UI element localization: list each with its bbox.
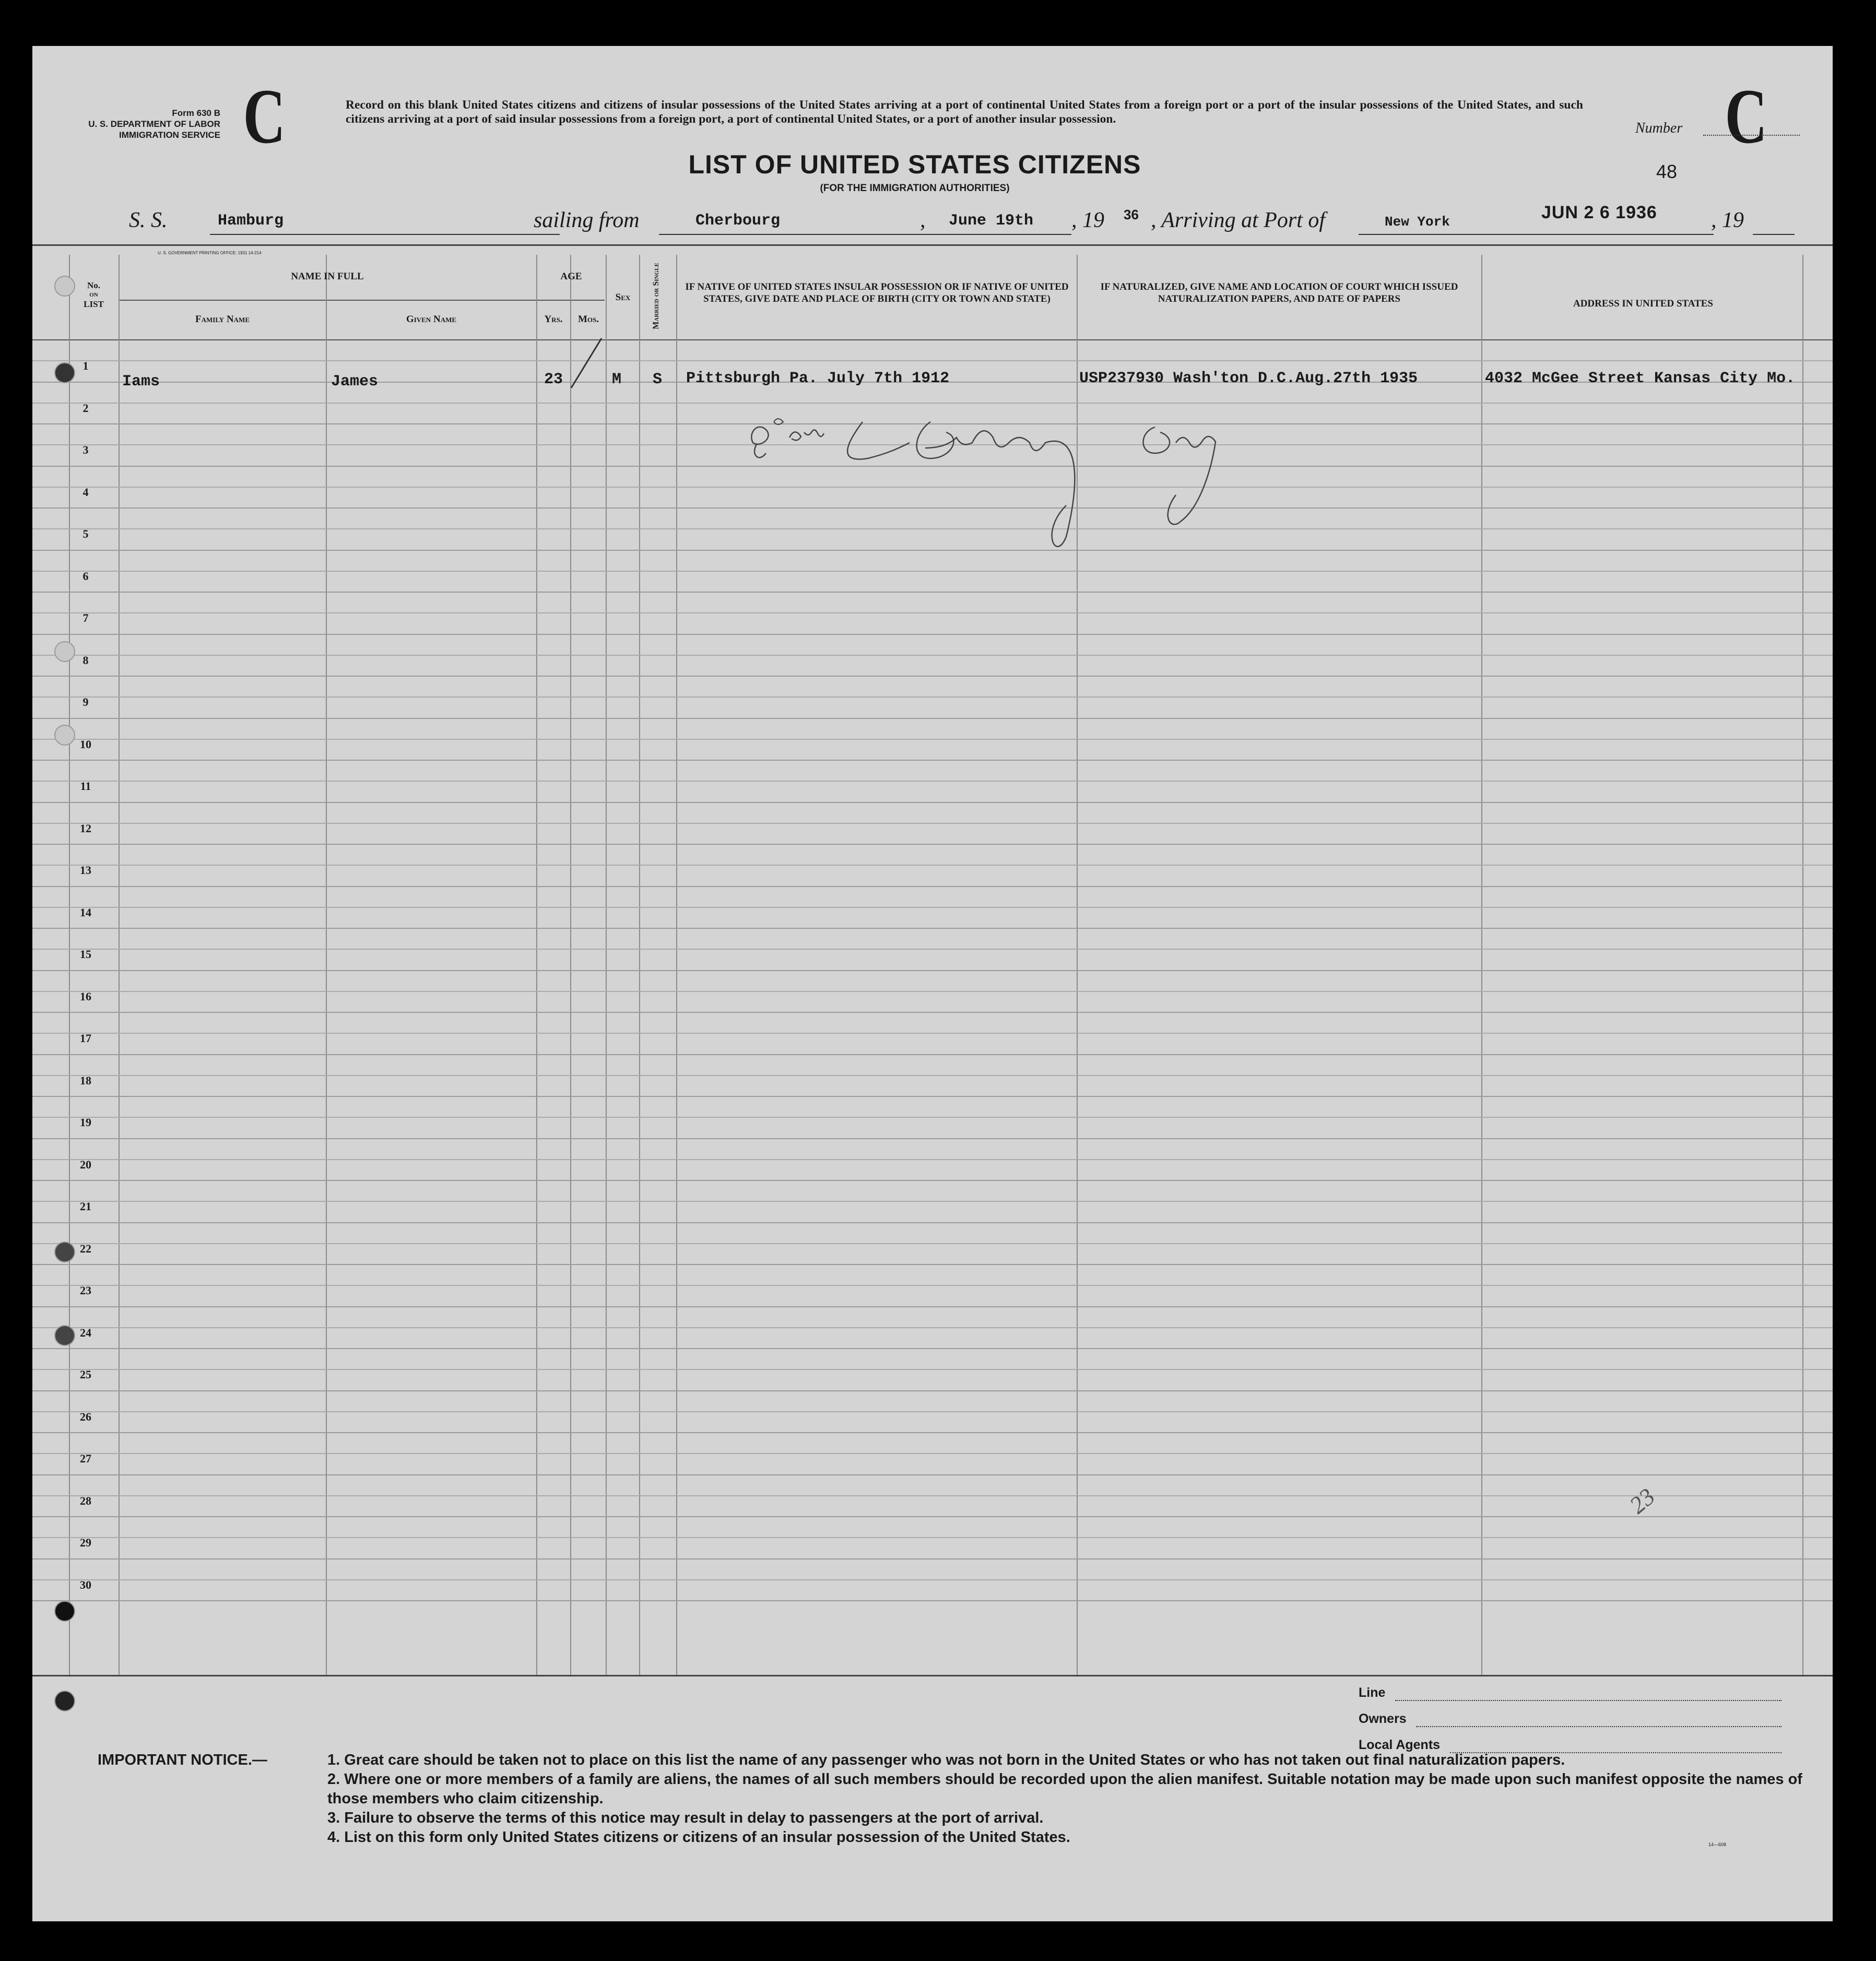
row-number: 11: [80, 779, 91, 793]
row-number: 1: [82, 359, 89, 372]
ruled-line: [32, 1306, 1833, 1307]
ruled-line: [32, 865, 1833, 866]
ruled-line: [32, 592, 1833, 593]
table-top-rule: [32, 244, 1833, 246]
ruled-line: [32, 1180, 1833, 1181]
row-number: 26: [80, 1410, 91, 1423]
ruled-line: [32, 1474, 1833, 1475]
row-number: 2: [82, 401, 89, 415]
year-line: [1753, 234, 1795, 235]
ruled-line: [32, 1558, 1833, 1560]
binding-hole: [54, 1601, 75, 1622]
important-notice: [98, 1751, 1821, 1847]
col-divider: [536, 255, 537, 1675]
ruled-line: [32, 1348, 1833, 1349]
binding-hole: [54, 1691, 75, 1711]
notice-heading: IMPORTANT NOTICE.—: [98, 1752, 267, 1768]
manifest-sheet: [32, 46, 1833, 1921]
ruled-line: [32, 1243, 1833, 1244]
form-info: [64, 108, 220, 140]
row-number: 29: [80, 1536, 91, 1549]
row-number: 20: [80, 1157, 91, 1171]
ruled-line: [32, 1012, 1833, 1013]
ruled-line: [32, 718, 1833, 719]
entry-family-name: Iams: [122, 373, 160, 391]
row-number: 5: [82, 527, 89, 540]
ruled-line: [32, 1516, 1833, 1517]
arrival-port: New York: [1385, 214, 1450, 230]
row-number: 15: [80, 948, 91, 961]
ship-prefix: S. S.: [129, 208, 168, 232]
ruled-line: [32, 760, 1833, 761]
binding-hole: [54, 362, 75, 383]
number-value: 48: [1656, 161, 1678, 182]
binding-hole: [54, 1325, 75, 1346]
col-married-single: Married or Single: [652, 263, 660, 329]
port-line: [1359, 234, 1714, 235]
comma-1: ,: [920, 208, 926, 232]
printing-note: U. S. GOVERNMENT PRINTING OFFICE: 1931 14-214: [158, 251, 262, 255]
col-divider: [570, 255, 571, 1675]
col-divider: [676, 255, 677, 1675]
line-label: Line: [1359, 1685, 1386, 1700]
ruled-line: [32, 781, 1833, 782]
ruled-line: [32, 1138, 1833, 1139]
col-divider: [606, 255, 607, 1675]
ruled-line: [32, 612, 1833, 613]
row-number: 16: [80, 989, 91, 1003]
row-number: 19: [80, 1116, 91, 1129]
ruled-line: [32, 634, 1833, 635]
number-label: Number: [1635, 120, 1683, 136]
header-bottom-rule: [32, 339, 1833, 340]
col-mos: Mos.: [577, 314, 599, 325]
row-number: 9: [82, 695, 89, 708]
ruled-line: [32, 1159, 1833, 1160]
row-number: 10: [80, 737, 91, 751]
col-divider: [1481, 255, 1482, 1675]
arriving-label: , Arriving at Port of: [1151, 208, 1326, 232]
ruled-line: [32, 1285, 1833, 1286]
notice-item-1: 1. Great care should be taken not to place on this list the name of any passenger who was not born in the United States or who has not taken out final naturalization papers.: [327, 1752, 1565, 1768]
binding-hole: [54, 1242, 75, 1262]
col-divider: [639, 255, 640, 1675]
ruled-line: [32, 1600, 1833, 1601]
ruled-line: [32, 823, 1833, 824]
col-birth: IF NATIVE OF UNITED STATES INSULAR POSSESSION OR IF NATIVE OF UNITED STATES, GIVE DATE AND PLACE OF BIRTH (CITY OR TOWN AND STATE): [685, 281, 1069, 304]
ruled-line: [32, 739, 1833, 740]
row-number: 17: [80, 1032, 91, 1045]
service-name: IMMIGRATION SERVICE: [119, 130, 220, 140]
ruled-line: [32, 991, 1833, 992]
col-divider: [1802, 255, 1803, 1675]
row-number: 28: [80, 1494, 91, 1507]
ruled-line: [32, 970, 1833, 971]
instructions-text: Record on this blank United States citizens and citizens of insular possessions of the United States arriving at a port of continental United States from a foreign port or a port of the insular possessions of the United States, and such citizens arriving at a port of said insular possessions from a foreign port, a port of continental United States, or a port of another insular possession.: [346, 98, 1583, 126]
page-subtitle: (FOR THE IMMIGRATION AUTHORITIES): [820, 183, 1010, 194]
binding-hole: [54, 725, 75, 746]
row-number: 6: [82, 569, 89, 583]
age-check-mark: [565, 336, 607, 393]
ruled-line: [32, 1411, 1833, 1412]
local-agents-label: Local Agents: [1359, 1738, 1441, 1752]
entry-age-years: 23: [544, 371, 563, 388]
owners-label: Owners: [1359, 1711, 1407, 1726]
ruled-line: [32, 655, 1833, 656]
col-divider: [119, 255, 120, 1675]
ruled-line: [32, 907, 1833, 908]
row-number: 27: [80, 1452, 91, 1465]
col-sex: Sex: [615, 292, 631, 303]
ruled-line: [32, 802, 1833, 803]
binding-hole: [54, 641, 75, 662]
row-number: 12: [80, 821, 91, 835]
date-line: [938, 234, 1071, 235]
class-letter-left: C: [243, 73, 286, 160]
number-line: [1703, 135, 1800, 136]
ruled-line: [32, 1201, 1833, 1202]
table-bottom-rule: [32, 1675, 1833, 1676]
ruled-line: [32, 676, 1833, 677]
col-family-name: Family Name: [195, 314, 250, 325]
entry-naturalization: USP237930 Wash'ton D.C.Aug.27th 1935: [1079, 370, 1418, 387]
margin-number: 23: [1624, 1483, 1660, 1519]
sailing-date: June 19th: [949, 212, 1034, 230]
row-number: 14: [80, 905, 91, 919]
form-number: Form 630 B: [172, 108, 220, 118]
row-number: 21: [80, 1200, 91, 1213]
col-name-in-full: NAME IN FULL: [291, 271, 364, 282]
department-name: U. S. DEPARTMENT OF LABOR: [88, 119, 220, 129]
col-address: ADDRESS IN UNITED STATES: [1573, 298, 1713, 309]
ruled-line: [32, 1369, 1833, 1370]
ruled-line: [32, 1579, 1833, 1580]
ship-name: Hamburg: [218, 212, 284, 230]
name-header-rule: [119, 300, 605, 301]
entry-given-name: James: [331, 373, 379, 391]
class-letter-right: C: [1725, 73, 1767, 160]
sailing-line: [659, 234, 951, 235]
entry-marital-status: S: [653, 371, 663, 388]
inspector-signature: [742, 401, 1238, 573]
row-number: 4: [82, 485, 89, 499]
row-number: 8: [82, 653, 89, 667]
line-field: [1395, 1700, 1781, 1701]
notice-item-3: 3. Failure to observe the terms of this notice may result in delay to passengers at the port of arrival.: [327, 1810, 1044, 1826]
ruled-line: [32, 1495, 1833, 1496]
ruled-line: [32, 360, 1833, 361]
entry-birth: Pittsburgh Pa. July 7th 1912: [686, 370, 950, 387]
entry-address: 4032 McGee Street Kansas City Mo.: [1485, 370, 1796, 387]
col-given-name: Given Name: [406, 314, 457, 325]
ruled-line: [32, 1075, 1833, 1076]
notice-item-4: 4. List on this form only United States citizens or citizens of an insular possession of the United States.: [327, 1829, 1070, 1846]
owners-field: [1416, 1726, 1781, 1727]
ruled-line: [32, 928, 1833, 929]
notice-item-2: 2. Where one or more members of a family are aliens, the names of all such members should be recorded upon the alien manifest. Suitable notation may be made upon such manifest opposite the names of those members who claim citizenship.: [327, 1771, 1802, 1807]
col-no-on-list: No. ON LIST: [84, 280, 104, 309]
binding-hole: [54, 276, 75, 297]
entry-sex: M: [612, 371, 622, 388]
col-age: AGE: [560, 271, 582, 282]
ruled-line: [32, 1327, 1833, 1328]
row-number: 13: [80, 864, 91, 877]
ship-line: [210, 234, 560, 235]
ruled-line: [32, 1222, 1833, 1223]
row-number: 24: [80, 1326, 91, 1339]
ruled-line: [32, 1390, 1833, 1391]
row-number: 22: [80, 1242, 91, 1255]
ruled-line: [32, 1432, 1833, 1433]
ruled-line: [32, 696, 1833, 698]
ruled-line: [32, 949, 1833, 950]
ruled-line: [32, 844, 1833, 845]
ruled-line: [32, 1054, 1833, 1055]
sailing-from-label: sailing from: [534, 208, 640, 232]
col-divider: [326, 255, 327, 1675]
row-number: 23: [80, 1284, 91, 1297]
ruled-line: [32, 1537, 1833, 1538]
row-number: 3: [82, 443, 89, 456]
col-naturalization: IF NATURALIZED, GIVE NAME AND LOCATION OF COURT WHICH ISSUED NATURALIZATION PAPERS, AND DATE OF PAPERS: [1100, 281, 1458, 304]
row-number: 30: [80, 1578, 91, 1591]
year-suffix: 36: [1124, 207, 1139, 222]
row-number: 18: [80, 1073, 91, 1087]
ruled-line: [32, 1264, 1833, 1265]
row-number: 7: [82, 611, 89, 624]
sailing-port: Cherbourg: [695, 212, 781, 230]
ruled-line: [32, 1096, 1833, 1097]
footer-code: 14—608: [1708, 1842, 1727, 1847]
page-title: LIST OF UNITED STATES CITIZENS: [688, 150, 1141, 179]
arrival-date-stamp: JUN 2 6 1936: [1541, 203, 1657, 222]
row-number: 25: [80, 1368, 91, 1381]
arrival-year-prefix: , 19: [1711, 208, 1744, 232]
ruled-line: [32, 1453, 1833, 1454]
ruled-line: [32, 1117, 1833, 1118]
ruled-line: [32, 1033, 1833, 1034]
year-prefix: , 19: [1071, 208, 1104, 232]
col-yrs: Yrs.: [544, 314, 563, 325]
ruled-line: [32, 886, 1833, 887]
